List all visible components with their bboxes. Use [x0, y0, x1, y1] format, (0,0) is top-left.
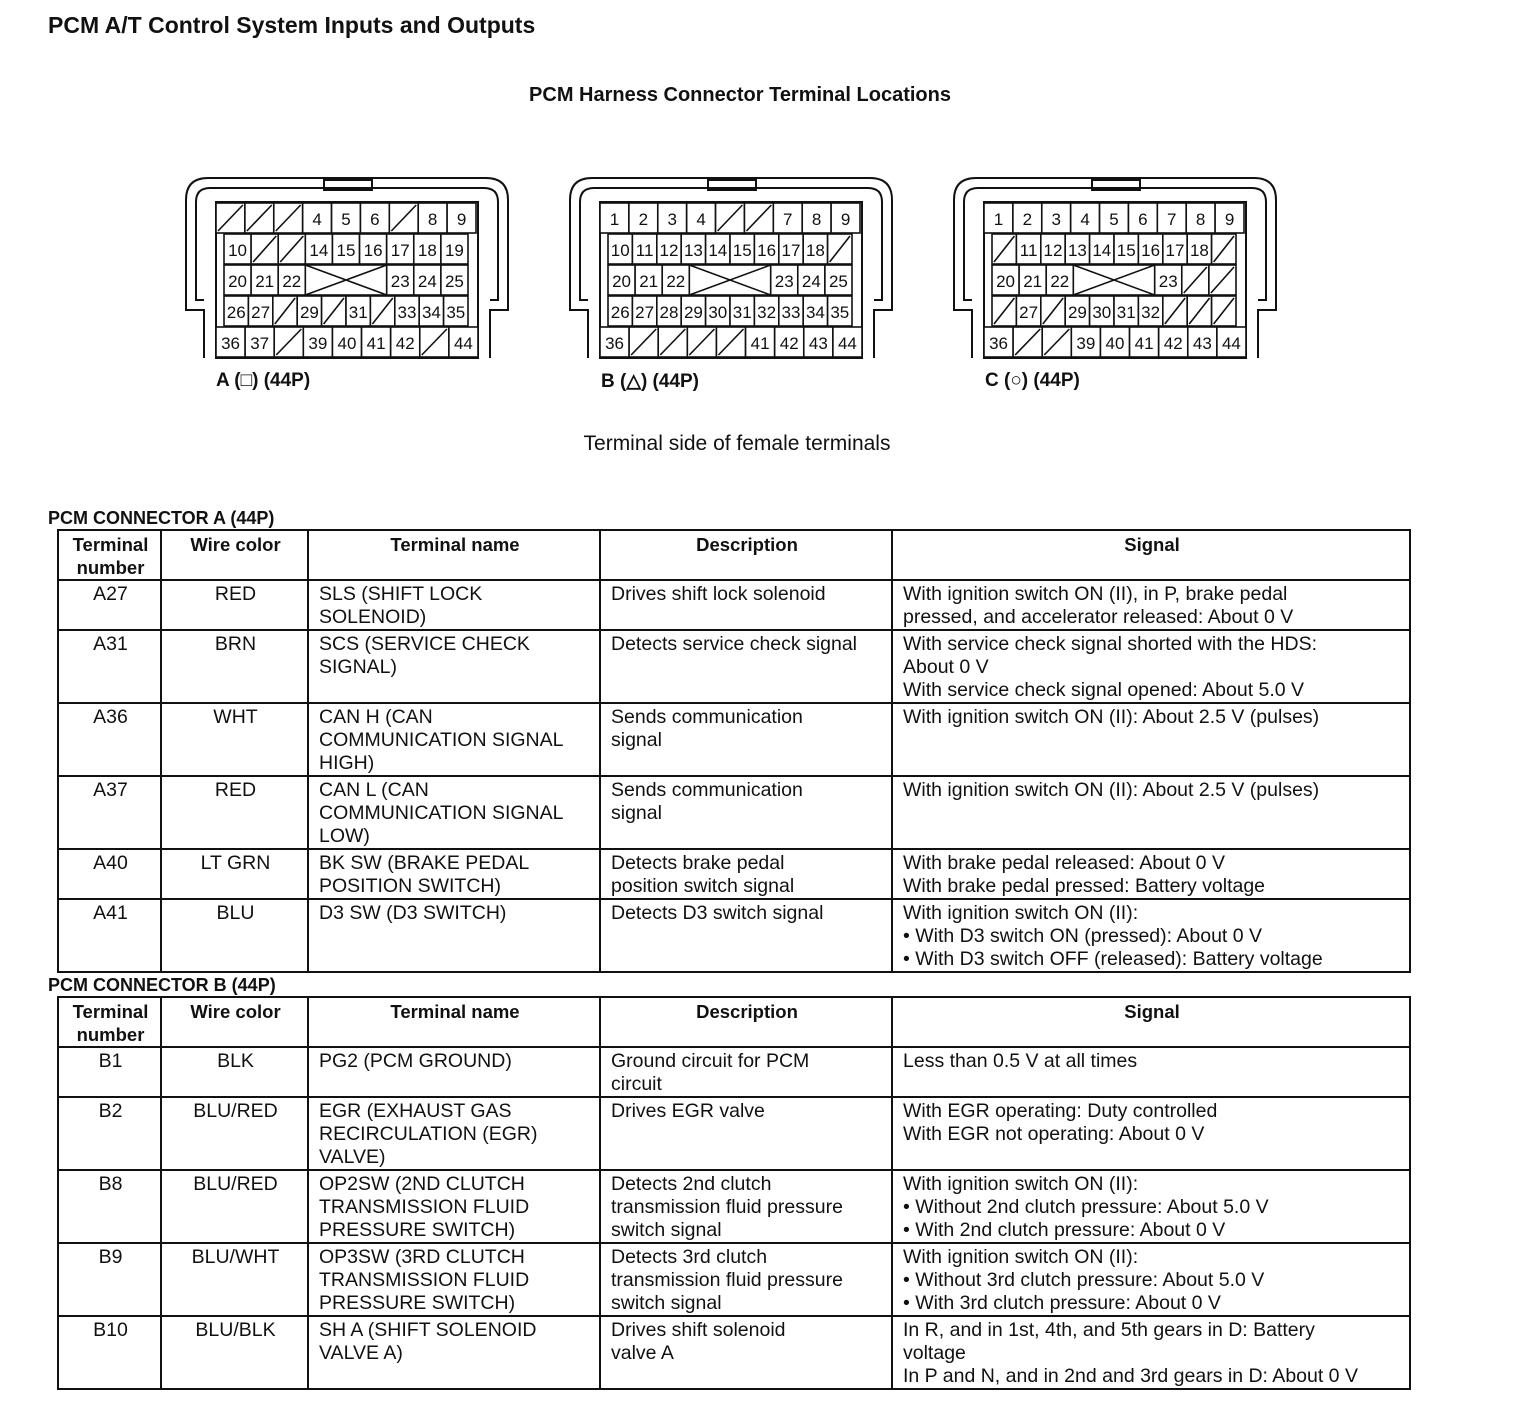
col-terminal-number: Terminal number — [58, 530, 161, 580]
svg-text:16: 16 — [1141, 241, 1161, 260]
signal-cell-line: With EGR not operating: About 0 V — [903, 1123, 1205, 1145]
svg-text:18: 18 — [1189, 241, 1209, 260]
description-cell — [600, 1047, 892, 1097]
svg-text:14: 14 — [309, 241, 329, 260]
signal-cell — [892, 776, 1410, 849]
signal-cell-line: With brake pedal released: About 0 V — [903, 852, 1225, 874]
terminal-number-cell: B2 — [58, 1097, 161, 1170]
signal-cell-line: About 0 V — [903, 656, 989, 678]
description-cell-line: Detects D3 switch signal — [611, 902, 824, 924]
svg-text:20: 20 — [612, 272, 632, 291]
description-cell — [600, 1316, 892, 1389]
terminal-number-cell: B8 — [58, 1170, 161, 1243]
svg-text:12: 12 — [1043, 241, 1063, 260]
col-signal: Signal — [892, 997, 1410, 1047]
table-row — [58, 580, 1410, 630]
svg-text:18: 18 — [417, 241, 437, 260]
svg-text:4: 4 — [312, 210, 322, 229]
svg-text:29: 29 — [299, 303, 319, 322]
svg-text:2: 2 — [638, 210, 649, 229]
svg-text:13: 13 — [1067, 241, 1087, 260]
connector-diagrams — [0, 170, 1536, 410]
terminal-name-cell-line: OP2SW (2ND CLUTCH — [319, 1173, 525, 1195]
description-cell-line: Detects service check signal — [611, 633, 858, 655]
svg-text:44: 44 — [453, 334, 473, 353]
col-terminal-number: Terminal number — [58, 997, 161, 1047]
svg-text:15: 15 — [1116, 241, 1136, 260]
terminal-name-cell — [308, 1243, 600, 1316]
svg-text:42: 42 — [395, 334, 415, 353]
table-row — [58, 1170, 1410, 1243]
description-cell — [600, 899, 892, 972]
svg-text:26: 26 — [226, 303, 246, 322]
svg-text:1: 1 — [993, 210, 1004, 229]
description-cell-line: Sends communication — [611, 706, 803, 728]
svg-text:29: 29 — [683, 303, 703, 322]
col-wire-color: Wire color — [161, 530, 308, 580]
signal-cell-line: With brake pedal pressed: Battery voltage — [903, 875, 1266, 897]
svg-text:8: 8 — [1195, 210, 1206, 229]
svg-text:19: 19 — [444, 241, 464, 260]
svg-text:35: 35 — [830, 303, 850, 322]
svg-text:4: 4 — [696, 210, 706, 229]
svg-text:42: 42 — [1163, 334, 1183, 353]
signal-cell-line: With EGR operating: Duty controlled — [903, 1100, 1218, 1122]
svg-text:17: 17 — [1165, 241, 1185, 260]
description-cell-line: Ground circuit for PCM — [611, 1050, 810, 1072]
description-cell-line: Drives shift solenoid — [611, 1319, 786, 1341]
signal-cell — [892, 703, 1410, 776]
signal-cell-line: • With D3 switch OFF (released): Battery voltage — [903, 948, 1323, 970]
signal-cell — [892, 1047, 1410, 1097]
svg-text:25: 25 — [828, 272, 848, 291]
svg-text:12: 12 — [659, 241, 679, 260]
wire-color-cell: RED — [161, 776, 308, 849]
terminal-name-cell-line: CAN L (CAN — [319, 779, 429, 801]
svg-text:33: 33 — [781, 303, 801, 322]
signal-cell — [892, 580, 1410, 630]
svg-text:33: 33 — [397, 303, 417, 322]
terminal-number-cell: A27 — [58, 580, 161, 630]
col-description: Description — [600, 997, 892, 1047]
wire-color-cell: LT GRN — [161, 849, 308, 899]
description-cell — [600, 776, 892, 849]
terminal-name-cell — [308, 1170, 600, 1243]
signal-cell-line: • Without 3rd clutch pressure: About 5.0 V — [903, 1269, 1265, 1291]
signal-cell-line: In R, and in 1st, 4th, and 5th gears in D: Battery — [903, 1319, 1315, 1341]
terminal-number-cell: B1 — [58, 1047, 161, 1097]
svg-text:16: 16 — [757, 241, 777, 260]
terminal-name-cell — [308, 580, 600, 630]
wire-color-cell: BLU/BLK — [161, 1316, 308, 1389]
svg-text:3: 3 — [667, 210, 677, 229]
signal-cell-line: Less than 0.5 V at all times — [903, 1050, 1138, 1072]
svg-text:7: 7 — [783, 210, 793, 229]
terminal-number-cell: A40 — [58, 849, 161, 899]
col-terminal-name: Terminal name — [308, 997, 600, 1047]
svg-text:23: 23 — [774, 272, 794, 291]
svg-text:14: 14 — [1092, 241, 1112, 260]
connector-a-diagram — [186, 178, 508, 358]
signal-cell — [892, 1316, 1410, 1389]
svg-text:24: 24 — [417, 272, 437, 291]
terminal-name-cell — [308, 703, 600, 776]
col-signal: Signal — [892, 530, 1410, 580]
terminal-name-cell-line: VALVE A) — [319, 1342, 403, 1364]
description-cell-line: transmission fluid pressure — [611, 1196, 843, 1218]
col-wire-color: Wire color — [161, 997, 308, 1047]
connector-b-label: B (△) (44P) — [601, 371, 700, 392]
svg-text:11: 11 — [635, 241, 654, 260]
terminal-name-cell-line: PRESSURE SWITCH) — [319, 1219, 516, 1241]
signal-cell-line: With ignition switch ON (II), in P, brake pedal — [903, 583, 1288, 605]
terminal-name-cell-line: SCS (SERVICE CHECK — [319, 633, 530, 655]
table-row — [58, 630, 1410, 703]
terminal-name-cell-line: BK SW (BRAKE PEDAL — [319, 852, 530, 874]
terminal-name-cell-line: PRESSURE SWITCH) — [319, 1292, 516, 1314]
terminal-name-cell-line: PG2 (PCM GROUND) — [319, 1050, 512, 1072]
svg-text:15: 15 — [732, 241, 752, 260]
wire-color-cell: BLK — [161, 1047, 308, 1097]
terminal-name-cell — [308, 1316, 600, 1389]
col-description: Description — [600, 530, 892, 580]
signal-cell-line: With service check signal shorted with the HDS: — [903, 633, 1317, 655]
terminal-name-cell-line: HIGH) — [319, 752, 375, 774]
description-cell-line: Detects 3rd clutch — [611, 1246, 768, 1268]
signal-cell — [892, 630, 1410, 703]
terminal-name-cell-line: SOLENOID) — [319, 606, 427, 628]
signal-cell-line: • With D3 switch ON (pressed): About 0 V — [903, 925, 1263, 947]
description-cell — [600, 1097, 892, 1170]
terminal-name-cell-line: EGR (EXHAUST GAS — [319, 1100, 512, 1122]
svg-text:6: 6 — [370, 210, 380, 229]
svg-text:31: 31 — [1116, 303, 1136, 322]
signal-cell — [892, 1170, 1410, 1243]
svg-text:2: 2 — [1022, 210, 1033, 229]
svg-text:41: 41 — [366, 334, 386, 353]
table-row — [58, 776, 1410, 849]
terminal-name-cell-line: SLS (SHIFT LOCK — [319, 583, 483, 605]
terminal-number-cell: A37 — [58, 776, 161, 849]
svg-text:9: 9 — [456, 210, 467, 229]
terminal-name-cell-line: VALVE) — [319, 1146, 386, 1168]
svg-text:22: 22 — [1050, 272, 1070, 291]
svg-text:27: 27 — [251, 303, 271, 322]
description-cell-line: transmission fluid pressure — [611, 1269, 843, 1291]
description-cell-line: position switch signal — [611, 875, 795, 897]
signal-cell-line: voltage — [903, 1342, 966, 1364]
terminal-number-cell: A41 — [58, 899, 161, 972]
description-cell-line: valve A — [611, 1342, 674, 1364]
svg-text:40: 40 — [337, 334, 357, 353]
svg-text:27: 27 — [635, 303, 655, 322]
description-cell-line: Drives EGR valve — [611, 1100, 765, 1122]
svg-text:6: 6 — [1138, 210, 1148, 229]
table-row — [58, 1243, 1410, 1316]
svg-text:14: 14 — [708, 241, 728, 260]
svg-text:23: 23 — [1158, 272, 1178, 291]
svg-text:28: 28 — [659, 303, 679, 322]
terminal-name-cell-line: SIGNAL) — [319, 656, 398, 678]
svg-text:42: 42 — [779, 334, 799, 353]
description-cell-line: Drives shift lock solenoid — [611, 583, 826, 605]
wire-color-cell: BLU/RED — [161, 1170, 308, 1243]
svg-text:24: 24 — [801, 272, 821, 291]
svg-text:16: 16 — [363, 241, 383, 260]
terminal-name-cell-line: COMMUNICATION SIGNAL — [319, 729, 564, 751]
svg-text:31: 31 — [348, 303, 368, 322]
svg-text:21: 21 — [639, 272, 659, 291]
signal-cell — [892, 899, 1410, 972]
svg-text:23: 23 — [390, 272, 410, 291]
svg-text:4: 4 — [1080, 210, 1090, 229]
terminal-name-cell-line: LOW) — [319, 825, 370, 847]
connector-c-label: C (○) (44P) — [985, 370, 1080, 391]
terminal-name-cell-line: TRANSMISSION FLUID — [319, 1196, 530, 1218]
description-cell — [600, 1170, 892, 1243]
svg-text:10: 10 — [228, 241, 248, 260]
terminal-number-cell: A31 — [58, 630, 161, 703]
svg-text:8: 8 — [811, 210, 822, 229]
terminal-name-cell-line: RECIRCULATION (EGR) — [319, 1123, 538, 1145]
svg-text:1: 1 — [609, 210, 620, 229]
svg-text:9: 9 — [840, 210, 851, 229]
signal-cell-line: In P and N, and in 2nd and 3rd gears in D: About 0 V — [903, 1365, 1358, 1387]
table-row — [58, 1316, 1410, 1389]
svg-text:22: 22 — [666, 272, 686, 291]
table-row — [58, 899, 1410, 972]
svg-text:32: 32 — [757, 303, 777, 322]
svg-text:41: 41 — [750, 334, 770, 353]
svg-text:41: 41 — [1134, 334, 1154, 353]
terminal-name-cell — [308, 776, 600, 849]
table-row — [58, 1097, 1410, 1170]
description-cell — [600, 703, 892, 776]
description-cell-line: signal — [611, 802, 662, 824]
signal-cell-line: • With 2nd clutch pressure: About 0 V — [903, 1219, 1226, 1241]
signal-cell-line: With service check signal opened: About 5.0 V — [903, 679, 1305, 701]
terminal-name-cell-line: TRANSMISSION FLUID — [319, 1269, 530, 1291]
svg-text:35: 35 — [446, 303, 466, 322]
svg-text:21: 21 — [255, 272, 275, 291]
svg-text:43: 43 — [1192, 334, 1212, 353]
svg-text:40: 40 — [1105, 334, 1125, 353]
svg-text:21: 21 — [1023, 272, 1043, 291]
description-cell-line: switch signal — [611, 1219, 722, 1241]
terminal-name-cell-line: D3 SW (D3 SWITCH) — [319, 902, 507, 924]
description-cell-line: Detects brake pedal — [611, 852, 785, 874]
svg-text:39: 39 — [1076, 334, 1096, 353]
description-cell — [600, 580, 892, 630]
svg-text:8: 8 — [427, 210, 438, 229]
connector-b-diagram — [570, 178, 892, 358]
signal-cell-line: With ignition switch ON (II): About 2.5 V (pulses) — [903, 706, 1320, 728]
terminal-name-cell-line: COMMUNICATION SIGNAL — [319, 802, 564, 824]
terminal-name-cell-line: SH A (SHIFT SOLENOID — [319, 1319, 537, 1341]
description-cell-line: circuit — [611, 1073, 662, 1095]
page-title: PCM A/T Control System Inputs and Outputs — [48, 12, 536, 38]
connector-b-title: PCM CONNECTOR B (44P) — [48, 975, 276, 995]
svg-text:30: 30 — [708, 303, 728, 322]
connector-a-title: PCM CONNECTOR A (44P) — [48, 508, 275, 528]
svg-text:36: 36 — [605, 334, 625, 353]
terminal-name-cell — [308, 1047, 600, 1097]
svg-text:39: 39 — [308, 334, 328, 353]
svg-text:25: 25 — [444, 272, 464, 291]
connector-a-label: A (□) (44P) — [216, 370, 311, 391]
table-row — [58, 703, 1410, 776]
terminal-side-note: Terminal side of female terminals — [583, 432, 891, 455]
signal-cell-line: With ignition switch ON (II): — [903, 1173, 1139, 1195]
svg-text:13: 13 — [683, 241, 703, 260]
svg-text:30: 30 — [1092, 303, 1112, 322]
wire-color-cell: BLU/WHT — [161, 1243, 308, 1316]
description-cell-line: Detects 2nd clutch — [611, 1173, 772, 1195]
signal-cell-line: With ignition switch ON (II): — [903, 1246, 1139, 1268]
table-row — [58, 1047, 1410, 1097]
signal-cell-line: With ignition switch ON (II): About 2.5 V (pulses) — [903, 779, 1320, 801]
description-cell-line: switch signal — [611, 1292, 722, 1314]
description-cell — [600, 630, 892, 703]
svg-text:17: 17 — [390, 241, 410, 260]
svg-text:9: 9 — [1224, 210, 1235, 229]
svg-text:7: 7 — [1167, 210, 1177, 229]
wire-color-cell: RED — [161, 580, 308, 630]
signal-cell — [892, 849, 1410, 899]
table-row — [58, 849, 1410, 899]
svg-text:31: 31 — [732, 303, 752, 322]
svg-text:5: 5 — [1109, 210, 1119, 229]
svg-text:44: 44 — [837, 334, 857, 353]
description-cell — [600, 1243, 892, 1316]
svg-text:10: 10 — [610, 241, 630, 260]
wire-color-cell: WHT — [161, 703, 308, 776]
wire-color-cell: BRN — [161, 630, 308, 703]
col-terminal-name: Terminal name — [308, 530, 600, 580]
svg-text:34: 34 — [421, 303, 441, 322]
terminal-name-cell — [308, 899, 600, 972]
signal-cell — [892, 1243, 1410, 1316]
terminal-name-cell-line: CAN H (CAN — [319, 706, 433, 728]
diagram-title: PCM Harness Connector Terminal Locations — [529, 84, 951, 106]
terminal-number-cell: B9 — [58, 1243, 161, 1316]
description-cell — [600, 849, 892, 899]
connector-c-diagram — [954, 178, 1276, 358]
svg-text:44: 44 — [1221, 334, 1241, 353]
connector-a-table — [57, 529, 1411, 973]
svg-text:20: 20 — [996, 272, 1016, 291]
svg-text:37: 37 — [250, 334, 270, 353]
signal-cell-line: • Without 2nd clutch pressure: About 5.0 V — [903, 1196, 1269, 1218]
terminal-number-cell: A36 — [58, 703, 161, 776]
svg-text:18: 18 — [805, 241, 825, 260]
svg-text:36: 36 — [221, 334, 241, 353]
signal-cell-line: With ignition switch ON (II): — [903, 902, 1139, 924]
svg-text:5: 5 — [341, 210, 351, 229]
signal-cell — [892, 1097, 1410, 1170]
svg-text:34: 34 — [805, 303, 825, 322]
description-cell-line: Sends communication — [611, 779, 803, 801]
svg-text:27: 27 — [1019, 303, 1039, 322]
wire-color-cell: BLU — [161, 899, 308, 972]
terminal-number-cell: B10 — [58, 1316, 161, 1389]
signal-cell-line: • With 3rd clutch pressure: About 0 V — [903, 1292, 1221, 1314]
svg-text:36: 36 — [989, 334, 1009, 353]
svg-text:17: 17 — [781, 241, 801, 260]
svg-text:15: 15 — [336, 241, 356, 260]
terminal-name-cell — [308, 1097, 600, 1170]
svg-text:29: 29 — [1067, 303, 1087, 322]
terminal-name-cell-line: OP3SW (3RD CLUTCH — [319, 1246, 525, 1268]
svg-text:11: 11 — [1019, 241, 1038, 260]
terminal-name-cell-line: POSITION SWITCH) — [319, 875, 501, 897]
signal-cell-line: pressed, and accelerator released: About 0 V — [903, 606, 1294, 628]
svg-text:22: 22 — [282, 272, 302, 291]
svg-text:26: 26 — [610, 303, 630, 322]
description-cell-line: signal — [611, 729, 662, 751]
terminal-name-cell — [308, 630, 600, 703]
connector-b-table — [57, 996, 1411, 1390]
wire-color-cell: BLU/RED — [161, 1097, 308, 1170]
svg-text:43: 43 — [808, 334, 828, 353]
svg-text:32: 32 — [1141, 303, 1161, 322]
svg-text:20: 20 — [228, 272, 248, 291]
svg-text:3: 3 — [1051, 210, 1061, 229]
terminal-name-cell — [308, 849, 600, 899]
